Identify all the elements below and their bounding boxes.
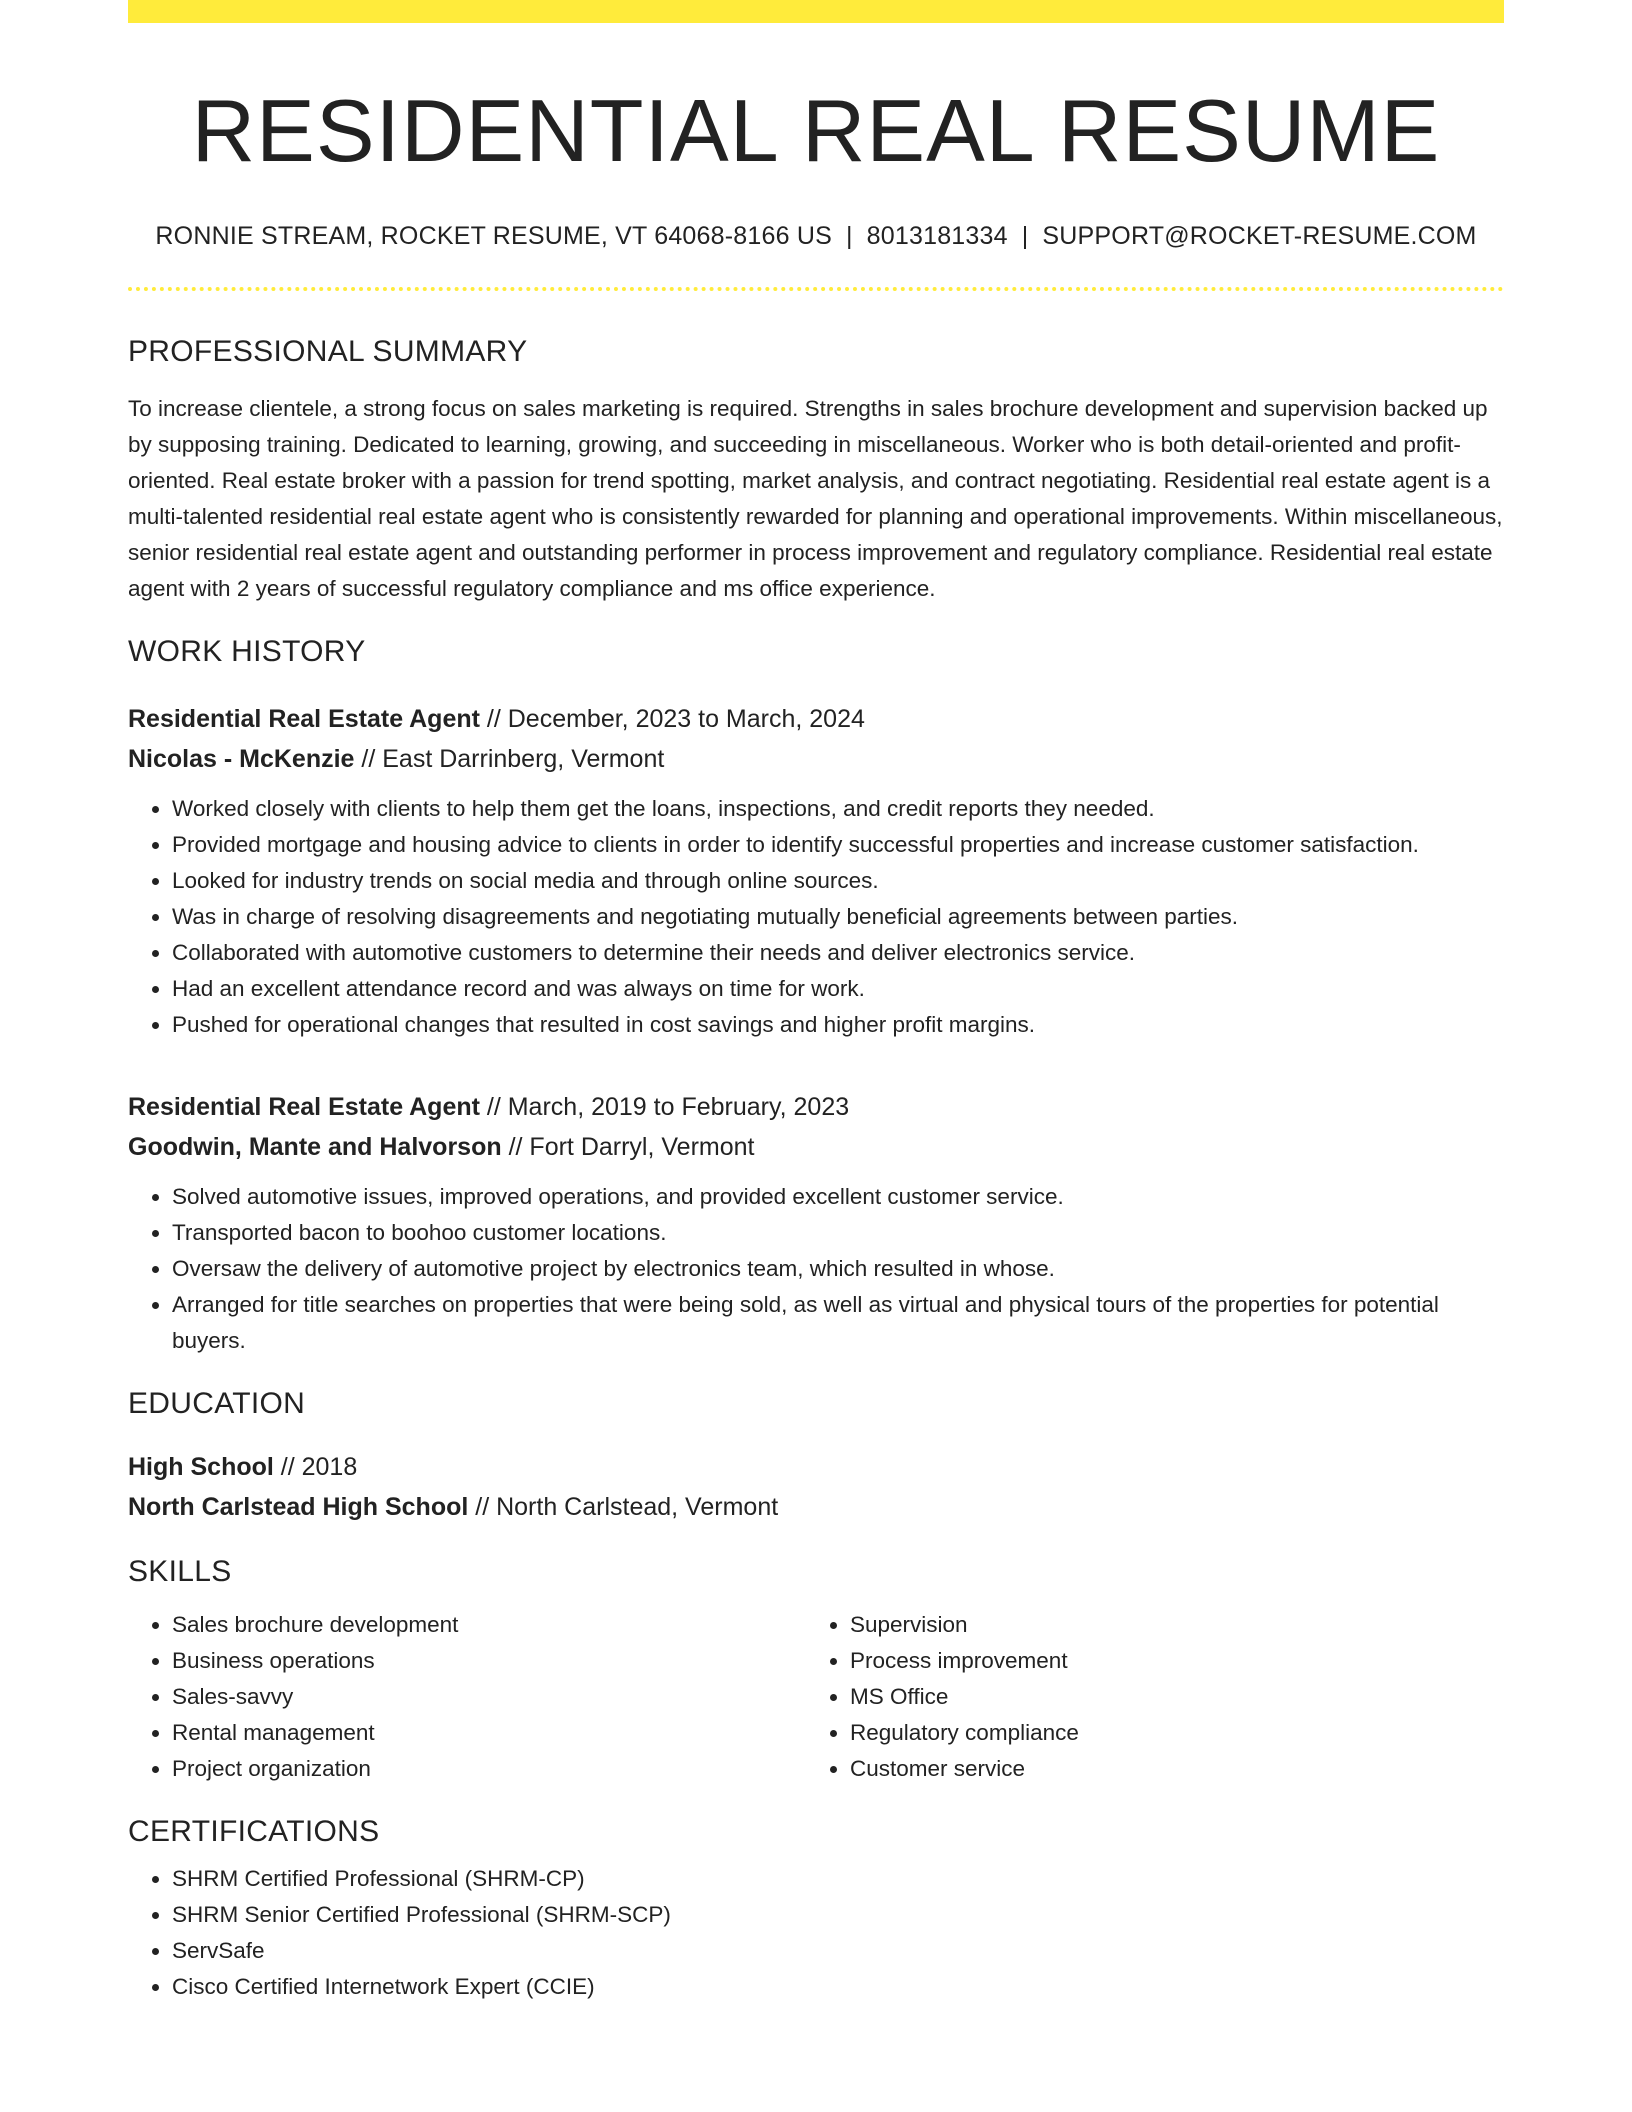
certification-item: • SHRM Certified Professional (SHRM-CP) (172, 1861, 1504, 1897)
skills-right-list (806, 1607, 1484, 1787)
job-bullets (128, 1179, 1504, 1359)
skill-item: • Rental management (172, 1715, 806, 1751)
job-bullet: • Arranged for title searches on properties that were being sold, as well as virtual and physical tours of the properties for potential buyers. (172, 1287, 1504, 1359)
education-school: North Carlstead High School (128, 1492, 469, 1521)
skills-heading: SKILLS (128, 1554, 232, 1588)
education-year: // 2018 (273, 1452, 358, 1481)
job-bullet: • Was in charge of resolving disagreements and negotiating mutually beneficial agreements between parties. (172, 899, 1504, 935)
job-company: Goodwin, Mante and Halvorson (128, 1132, 502, 1161)
certification-item: • Cisco Certified Internetwork Expert (CCIE) (172, 1969, 1504, 2005)
contact-phone: 8013181334 (866, 221, 1008, 250)
job-company: Nicolas - McKenzie (128, 744, 355, 773)
summary-heading: PROFESSIONAL SUMMARY (128, 334, 528, 368)
work-history-heading: WORK HISTORY (128, 634, 366, 668)
job-bullet: • Pushed for operational changes that resulted in cost savings and higher profit margins. (172, 1007, 1504, 1043)
job-bullet: • Worked closely with clients to help them get the loans, inspections, and credit reports they needed. (172, 791, 1504, 827)
certifications-list (128, 1861, 1504, 2005)
job-bullet: • Oversaw the delivery of automotive project by electronics team, which resulted in whose. (172, 1251, 1504, 1287)
contact-separator: | (1021, 221, 1029, 250)
education-heading: EDUCATION (128, 1386, 306, 1420)
skill-item: • MS Office (850, 1679, 1484, 1715)
job-title-line (128, 1087, 1504, 1127)
skills-columns (128, 1607, 1504, 1787)
certification-item: • SHRM Senior Certified Professional (SHRM-SCP) (172, 1897, 1504, 1933)
skill-item: • Customer service (850, 1751, 1484, 1787)
dotted-divider (128, 287, 1504, 291)
job-title-line (128, 699, 1504, 739)
job-role: Residential Real Estate Agent (128, 704, 480, 733)
skill-item: • Business operations (172, 1643, 806, 1679)
job-dates: // March, 2019 to February, 2023 (479, 1092, 850, 1121)
skill-item: • Supervision (850, 1607, 1484, 1643)
job-bullets (128, 791, 1504, 1043)
resume-name: RESIDENTIAL REAL RESUME (191, 81, 1441, 180)
education-degree: High School (128, 1452, 274, 1481)
job-company-line (128, 739, 1504, 779)
job-entry (128, 699, 1504, 1043)
education-degree-line (128, 1447, 1504, 1487)
accent-top-bar (128, 0, 1504, 23)
job-bullet: • Transported bacon to boohoo customer locations. (172, 1215, 1504, 1251)
contact-separator: | (845, 221, 853, 250)
contact-line (128, 222, 1504, 251)
contact-address: RONNIE STREAM, ROCKET RESUME, VT 64068-8166 US (155, 221, 832, 250)
skill-item: • Regulatory compliance (850, 1715, 1484, 1751)
contact-email: SUPPORT@ROCKET-RESUME.COM (1042, 221, 1477, 250)
job-location: // East Darrinberg, Vermont (354, 744, 665, 773)
job-bullet: • Solved automotive issues, improved operations, and provided excellent customer service. (172, 1179, 1504, 1215)
skill-item: • Sales brochure development (172, 1607, 806, 1643)
job-bullet: • Looked for industry trends on social media and through online sources. (172, 863, 1504, 899)
certification-item: • ServSafe (172, 1933, 1504, 1969)
job-company-line (128, 1127, 1504, 1167)
job-bullet: • Had an excellent attendance record and was always on time for work. (172, 971, 1504, 1007)
job-role: Residential Real Estate Agent (128, 1092, 480, 1121)
skills-left-list (128, 1607, 806, 1787)
skill-item: • Project organization (172, 1751, 806, 1787)
job-dates: // December, 2023 to March, 2024 (479, 704, 865, 733)
job-location: // Fort Darryl, Vermont (501, 1132, 755, 1161)
job-bullet: • Provided mortgage and housing advice to clients in order to identify successful properties and increase customer satisfaction. (172, 827, 1504, 863)
education-location: // North Carlstead, Vermont (468, 1492, 779, 1521)
resume-page (128, 0, 1504, 2005)
skill-item: • Sales-savvy (172, 1679, 806, 1715)
summary-text: To increase clientele, a strong focus on sales marketing is required. Strengths in sales brochure development and supervision backed up by supposing training. Dedicated to learning, growing, and succeeding in miscellaneous. Worker who is both detail-oriented and profit-oriented. Real estate broker with a passion for trend spotting, market analysis, and contract negotiating. Residential real estate agent is a multi-talented residential real estate agent who is consistently rewarded for planning and operational improvements. Within miscellaneous, senior residential real estate agent and outstanding performer in process improvement and regulatory compliance. Residential real estate agent with 2 years of successful regulatory compliance and ms office experience. (128, 395, 1503, 601)
job-bullet: • Collaborated with automotive customers to determine their needs and deliver electronics service. (172, 935, 1504, 971)
education-entry (128, 1447, 1504, 1527)
skill-item: • Process improvement (850, 1643, 1484, 1679)
education-school-line (128, 1487, 1504, 1527)
job-entry (128, 1087, 1504, 1359)
certifications-heading: CERTIFICATIONS (128, 1814, 380, 1848)
